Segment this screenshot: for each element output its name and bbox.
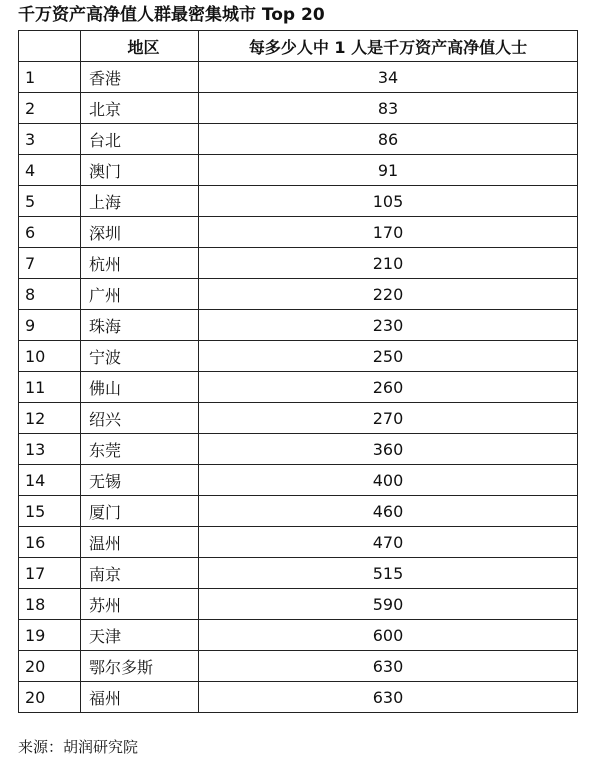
cell-rank: 7 [19, 248, 81, 279]
table-row [19, 124, 578, 155]
header-rank [19, 31, 81, 62]
cell-region: 澳门 [81, 155, 199, 186]
cell-region: 天津 [81, 620, 199, 651]
cell-rank: 8 [19, 279, 81, 310]
table-row [19, 62, 578, 93]
cell-rank: 2 [19, 93, 81, 124]
cell-region: 杭州 [81, 248, 199, 279]
header-value: 每多少人中 1 人是千万资产高净值人士 [199, 31, 578, 62]
cell-rank: 3 [19, 124, 81, 155]
cell-value: 630 [199, 682, 578, 713]
cell-value: 515 [199, 558, 578, 589]
table-row [19, 341, 578, 372]
table-body [19, 62, 578, 713]
header-region: 地区 [81, 31, 199, 62]
cell-value: 630 [199, 651, 578, 682]
table-row [19, 310, 578, 341]
cell-region: 绍兴 [81, 403, 199, 434]
cell-rank: 10 [19, 341, 81, 372]
page-title: 千万资产高净值人群最密集城市 Top 20 [18, 5, 325, 25]
cell-region: 深圳 [81, 217, 199, 248]
cell-value: 220 [199, 279, 578, 310]
table-row [19, 186, 578, 217]
cell-region: 宁波 [81, 341, 199, 372]
table-row [19, 155, 578, 186]
cell-value: 91 [199, 155, 578, 186]
cell-rank: 9 [19, 310, 81, 341]
table-row [19, 682, 578, 713]
table-row [19, 496, 578, 527]
cell-value: 590 [199, 589, 578, 620]
cell-region: 广州 [81, 279, 199, 310]
cell-rank: 18 [19, 589, 81, 620]
cell-rank: 17 [19, 558, 81, 589]
cell-region: 上海 [81, 186, 199, 217]
cell-value: 470 [199, 527, 578, 558]
table-row [19, 589, 578, 620]
cell-rank: 12 [19, 403, 81, 434]
cell-region: 东莞 [81, 434, 199, 465]
cell-region: 台北 [81, 124, 199, 155]
cell-value: 260 [199, 372, 578, 403]
table-row [19, 465, 578, 496]
table-row [19, 651, 578, 682]
cell-value: 210 [199, 248, 578, 279]
cell-region: 香港 [81, 62, 199, 93]
table-row [19, 527, 578, 558]
ranking-table [18, 30, 578, 713]
cell-value: 83 [199, 93, 578, 124]
cell-region: 鄂尔多斯 [81, 651, 199, 682]
cell-region: 南京 [81, 558, 199, 589]
cell-region: 福州 [81, 682, 199, 713]
cell-region: 苏州 [81, 589, 199, 620]
cell-value: 600 [199, 620, 578, 651]
table-row [19, 558, 578, 589]
table-header-row [19, 31, 578, 62]
table-row [19, 403, 578, 434]
cell-value: 86 [199, 124, 578, 155]
cell-rank: 19 [19, 620, 81, 651]
cell-rank: 14 [19, 465, 81, 496]
cell-rank: 1 [19, 62, 81, 93]
cell-value: 230 [199, 310, 578, 341]
source-note: 来源：胡润研究院 [18, 738, 139, 756]
cell-rank: 20 [19, 682, 81, 713]
cell-value: 105 [199, 186, 578, 217]
cell-value: 250 [199, 341, 578, 372]
cell-rank: 13 [19, 434, 81, 465]
cell-rank: 11 [19, 372, 81, 403]
cell-region: 北京 [81, 93, 199, 124]
table-row [19, 620, 578, 651]
cell-rank: 5 [19, 186, 81, 217]
cell-value: 270 [199, 403, 578, 434]
cell-rank: 20 [19, 651, 81, 682]
cell-rank: 16 [19, 527, 81, 558]
cell-value: 170 [199, 217, 578, 248]
cell-rank: 15 [19, 496, 81, 527]
cell-region: 厦门 [81, 496, 199, 527]
table-row [19, 279, 578, 310]
cell-region: 无锡 [81, 465, 199, 496]
table-row [19, 217, 578, 248]
cell-rank: 6 [19, 217, 81, 248]
table-row [19, 248, 578, 279]
cell-value: 460 [199, 496, 578, 527]
cell-value: 360 [199, 434, 578, 465]
table-row [19, 434, 578, 465]
cell-region: 珠海 [81, 310, 199, 341]
cell-region: 佛山 [81, 372, 199, 403]
cell-value: 34 [199, 62, 578, 93]
cell-rank: 4 [19, 155, 81, 186]
cell-value: 400 [199, 465, 578, 496]
cell-region: 温州 [81, 527, 199, 558]
table-row [19, 372, 578, 403]
table-row [19, 93, 578, 124]
